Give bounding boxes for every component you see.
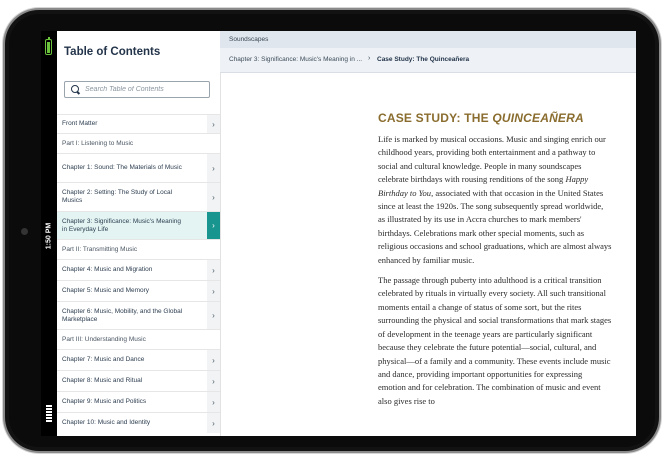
toc-search[interactable] [64, 81, 210, 98]
book-title: Soundscapes [229, 36, 269, 43]
toc-chapter-item[interactable] [57, 412, 220, 433]
book-title-bar [220, 31, 636, 48]
toc-chapter-item[interactable] [57, 211, 220, 239]
toc-search-input[interactable] [85, 83, 205, 96]
toc-chapter-item[interactable] [57, 370, 220, 391]
toc-chapter-item[interactable] [57, 349, 220, 370]
breadcrumb [220, 48, 636, 73]
breadcrumb-separator-icon: › [368, 55, 371, 62]
status-bar [41, 31, 57, 436]
toc-chapter-item[interactable] [57, 391, 220, 412]
toc-chapter-item[interactable] [57, 280, 220, 301]
chevron-right-icon[interactable]: › [207, 350, 220, 370]
camera-icon [21, 228, 28, 235]
toc-item-label: Front Matter [62, 120, 98, 127]
signal-icon [46, 405, 52, 423]
toc-item-label: Chapter 6: Music, Mobility, and the Global Marketplace [62, 307, 183, 323]
toc-item-label: Part II: Transmitting Music [62, 245, 138, 253]
tablet-frame [5, 10, 659, 451]
article-paragraph: The passage through puberty into adulthood is a critical transition celebrated by rituals in virtually every society. All such transitional moments entail a change of status of some sort, but the rites surrounding the physical and social transformations that mark stages of development in the teenage years are particularly significant because they celebrate the future potential—social, cultural, and physical—of a family and a community. These events include music and dance, providing important opportunities for expressing emotion and for celebration. The combination of music and event also gives rise to [378, 275, 612, 406]
article-content [378, 111, 612, 415]
toc-item-label: Chapter 2: Setting: The Study of Local Musics [62, 189, 173, 204]
toc-item-label: Chapter 1: Sound: The Materials of Music [62, 164, 182, 171]
toc-chapter-item[interactable] [57, 114, 220, 133]
article-heading: CASE STUDY: THE QUINCEAÑERA [378, 111, 584, 125]
toc-item-label: Chapter 4: Music and Migration [62, 266, 153, 273]
toc-item-label: Chapter 8: Music and Ritual [62, 377, 143, 384]
breadcrumb-chapter-link[interactable]: Chapter 3: Significance: Music's Meaning in ... [229, 56, 363, 63]
status-clock: 1:50 PM [45, 222, 53, 250]
chevron-right-icon[interactable]: › [207, 392, 220, 412]
toc-chapter-item[interactable] [57, 301, 220, 329]
battery-icon [45, 39, 52, 55]
toc-item-label: Chapter 9: Music and Politics [62, 398, 147, 405]
toc-item-label: Chapter 7: Music and Dance [62, 356, 145, 363]
screen [41, 31, 636, 436]
toc-item-label: Chapter 3: Significance: Music's Meaning in Everyday Life [62, 217, 182, 233]
toc-item-label: Chapter 10: Music and Identity [62, 419, 151, 426]
toc-sidebar [57, 31, 221, 436]
chevron-right-icon[interactable]: › [207, 371, 220, 391]
toc-chapter-item[interactable] [57, 259, 220, 280]
toc-item-label: Chapter 5: Music and Memory [62, 287, 150, 294]
article-paragraph: Life is marked by musical occasions. Music and singing enrich our childhood years, providing both entertainment and a pathway to social and cultural knowledge. People in many soundscapes celebrate birthdays with rousing renditions of the song Happy Birthday to You, associated with that occasion in the United States since at least the 1920s. The song subsequently spread worldwide, as illustrated by its use in Accra churches to mark members' birthdays. Celebrations mark other special moments, such as religious occasions and school graduations, which are almost always enhanced by familiar music. [378, 134, 612, 265]
chevron-right-icon[interactable]: › [207, 413, 220, 433]
chevron-right-icon[interactable]: › [207, 183, 220, 211]
toc-chapter-item[interactable] [57, 153, 220, 182]
chevron-right-icon[interactable]: › [207, 260, 220, 280]
toc-item-label: Part III: Understanding Music [62, 335, 146, 343]
chevron-right-icon[interactable]: › [207, 154, 220, 182]
toc-title: Table of Contents [64, 46, 161, 58]
chevron-right-icon[interactable]: › [207, 212, 220, 239]
toc-part-heading [57, 329, 220, 349]
toc-list [57, 114, 220, 433]
chevron-right-icon[interactable]: › [207, 281, 220, 301]
toc-part-heading [57, 133, 220, 153]
breadcrumb-current: Case Study: The Quinceañera [377, 56, 470, 63]
chevron-right-icon[interactable]: › [207, 302, 220, 329]
search-icon [71, 85, 79, 93]
toc-item-label: Part I: Listening to Music [62, 139, 134, 147]
toc-part-heading [57, 239, 220, 259]
chevron-right-icon[interactable]: › [207, 115, 220, 133]
toc-chapter-item[interactable] [57, 182, 220, 211]
